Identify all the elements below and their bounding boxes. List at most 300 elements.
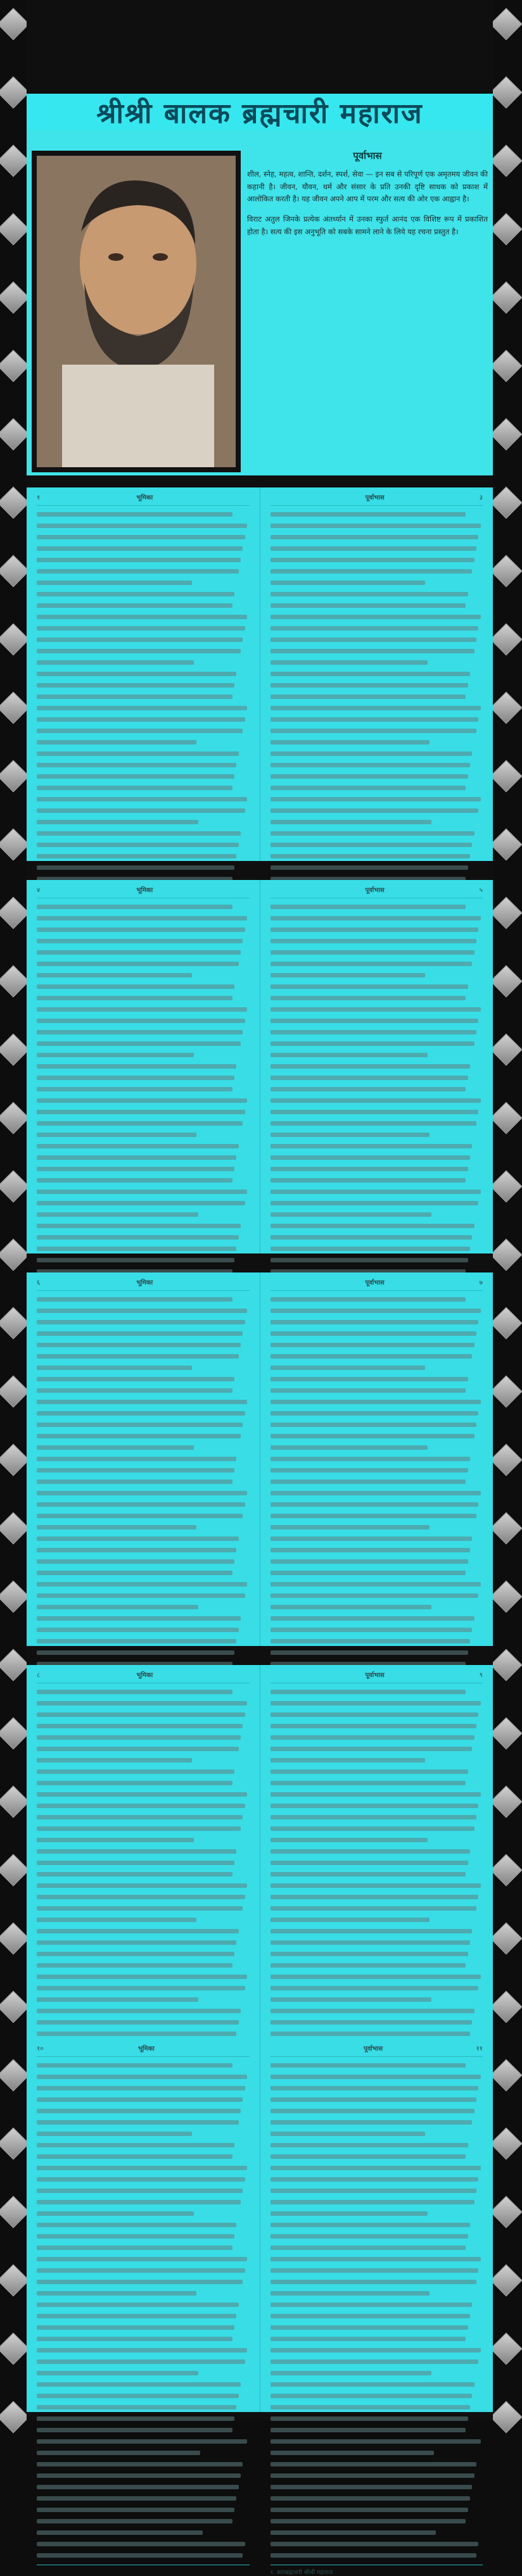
text-line — [271, 1110, 479, 1114]
text-line — [271, 2542, 479, 2546]
text-line — [271, 2189, 476, 2193]
text-line — [271, 1235, 473, 1240]
text-line — [37, 1423, 243, 1427]
text-line — [271, 1201, 479, 1205]
text-line — [37, 2189, 243, 2193]
text-line — [271, 2291, 430, 2296]
text-line — [37, 1963, 232, 1968]
rail-diamond — [490, 1718, 522, 1750]
text-line — [37, 694, 232, 699]
text-line — [37, 1758, 192, 1762]
text-line — [37, 1445, 194, 1450]
text-line — [271, 1007, 481, 1012]
rail-diamond — [490, 282, 522, 314]
text-line — [271, 1701, 481, 1706]
text-line — [271, 1986, 479, 1990]
text-line — [37, 865, 234, 870]
rail-diamond — [490, 1581, 522, 1613]
left-page — [27, 487, 260, 861]
text-line — [37, 2337, 232, 2341]
text-line — [37, 1258, 234, 1262]
rail-diamond — [490, 2333, 522, 2365]
text-line — [271, 1121, 476, 1126]
text-line — [271, 1804, 479, 1808]
text-line — [271, 706, 481, 710]
text-line — [37, 973, 192, 977]
text-line — [37, 843, 239, 847]
text-line — [271, 2120, 473, 2125]
text-line — [271, 2473, 474, 2478]
text-line — [271, 2280, 476, 2284]
rail-diamond — [490, 1307, 522, 1340]
text-line — [37, 1457, 236, 1461]
text-line — [37, 905, 232, 909]
text-line — [37, 808, 245, 813]
text-line — [37, 854, 236, 858]
text-line — [37, 649, 241, 653]
text-line — [271, 2416, 468, 2421]
text-line — [37, 1019, 245, 1023]
text-line — [271, 1548, 470, 1552]
text-line — [271, 2211, 428, 2216]
text-line — [271, 1212, 432, 1217]
text-line — [37, 786, 232, 790]
text-line — [37, 1838, 194, 1842]
text-line — [37, 1895, 245, 1899]
text-line — [271, 740, 430, 745]
text-line — [37, 1247, 236, 1251]
text-line — [271, 1872, 466, 1876]
text-line — [37, 672, 236, 676]
text-line — [271, 1502, 479, 1507]
rail-diamond — [490, 8, 522, 41]
section-title: पूर्वाभास — [353, 150, 382, 161]
text-line — [37, 1639, 236, 1643]
intro-paragraph: शील, स्नेह, महत्व, शान्ति, दर्शन, स्पर्श, सेवा — इन सब से परिपूर्ण एक अमृतमय जीवन की कहानी है। जीवन, यौवन, धर्म और संसार के प्रति उनकी दृष्टि साधक को प्रकाश में आलोकित करती है। यह जीवन अपने आप में परम और सत्य की ओर एक आह्वान है। — [247, 170, 488, 204]
rail-diamond — [0, 1307, 29, 1340]
text-line — [271, 996, 466, 1000]
text-line — [37, 2268, 245, 2273]
rail-diamond — [490, 77, 522, 109]
book-scan — [27, 0, 493, 2576]
text-line — [271, 1247, 470, 1251]
rail-diamond — [0, 692, 29, 724]
text-line — [37, 1514, 243, 1518]
rail-diamond — [0, 145, 29, 177]
text-line — [271, 1769, 468, 1774]
rail-diamond — [490, 897, 522, 929]
text-line — [271, 1030, 476, 1034]
text-line — [37, 1701, 247, 1706]
text-line — [37, 950, 241, 955]
text-line — [37, 1133, 196, 1137]
text-line — [37, 2496, 236, 2501]
text-line — [37, 638, 243, 642]
text-line — [271, 2257, 481, 2261]
text-line — [37, 2519, 232, 2523]
text-line — [37, 1007, 247, 1012]
rail-diamond — [490, 1171, 522, 1203]
text-line — [271, 1940, 470, 1945]
left-decorative-rail — [0, 0, 27, 2421]
rail-diamond — [0, 1649, 29, 1681]
text-line — [37, 1571, 232, 1575]
text-line — [37, 1861, 234, 1865]
text-line — [37, 1502, 245, 1507]
text-line — [271, 2143, 468, 2147]
page-number: ४ — [37, 887, 41, 894]
text-line — [37, 1343, 241, 1347]
text-line — [271, 2075, 481, 2079]
text-line — [271, 2032, 470, 2036]
text-line — [271, 1309, 481, 1313]
text-line — [37, 1883, 247, 1888]
right-page — [260, 880, 493, 1253]
text-line — [37, 1098, 247, 1103]
text-line — [37, 2097, 243, 2102]
text-line — [37, 1582, 247, 1586]
text-line — [37, 2132, 192, 2136]
text-line — [37, 603, 232, 608]
rail-diamond — [490, 1854, 522, 1887]
text-line — [37, 1628, 239, 1632]
rail-diamond — [0, 624, 29, 656]
text-line — [271, 1178, 466, 1183]
rail-diamond — [0, 1034, 29, 1066]
text-line — [37, 1201, 245, 1205]
text-line — [271, 905, 466, 909]
text-line — [271, 1650, 468, 1655]
text-line — [271, 1491, 481, 1495]
rail-diamond — [490, 1102, 522, 1134]
text-line — [37, 1411, 245, 1416]
text-line — [271, 1331, 476, 1336]
left-page — [27, 1272, 260, 1646]
text-line — [37, 2325, 234, 2330]
text-line — [271, 2530, 436, 2535]
text-line — [271, 2166, 481, 2170]
text-line — [37, 1030, 243, 1034]
page-number: १० — [37, 2045, 44, 2052]
text-line — [37, 2485, 239, 2489]
rail-diamond — [490, 555, 522, 587]
text-line — [271, 962, 473, 966]
text-line — [271, 1400, 481, 1404]
text-line — [37, 1212, 198, 1217]
text-line — [271, 1258, 468, 1262]
book-spread — [27, 487, 493, 861]
text-block — [37, 2063, 250, 2558]
rail-diamond — [0, 2401, 29, 2434]
text-line — [271, 1849, 470, 1854]
text-line — [37, 535, 245, 539]
text-line — [37, 797, 247, 801]
text-line — [37, 729, 243, 733]
text-line — [271, 535, 479, 539]
rail-diamond — [0, 418, 29, 451]
running-header — [271, 1278, 483, 1291]
text-line — [271, 820, 432, 824]
text-line — [37, 1167, 234, 1171]
text-line — [271, 786, 466, 790]
text-line — [271, 843, 473, 847]
rail-diamond — [490, 965, 522, 998]
text-line — [271, 2359, 479, 2364]
text-line — [37, 1309, 247, 1313]
portrait-photo — [32, 151, 241, 472]
text-line — [271, 1906, 476, 1911]
text-line — [37, 2063, 232, 2068]
rail-diamond — [490, 1239, 522, 1271]
text-line — [37, 1053, 194, 1057]
text-line — [37, 2314, 236, 2318]
rail-diamond — [490, 1649, 522, 1681]
text-line — [37, 1331, 243, 1336]
right-page — [260, 2039, 493, 2576]
text-line — [37, 1593, 245, 1598]
text-line — [37, 1491, 247, 1495]
text-line — [271, 984, 468, 989]
rail-diamond — [0, 1512, 29, 1545]
text-line — [37, 2371, 198, 2375]
text-line — [271, 2268, 479, 2273]
header-title: पूर्वाभास — [363, 2045, 383, 2052]
text-line — [271, 2508, 468, 2512]
footnote: १. बालब्रह्मचारी श्रीश्री महाराज — [271, 2565, 483, 2576]
running-header — [271, 885, 483, 898]
page-number: १ — [37, 494, 41, 501]
text-line — [271, 1190, 481, 1194]
text-line — [37, 2451, 200, 2455]
text-line — [37, 962, 239, 966]
text-line — [37, 683, 234, 688]
intro-paragraph: विराट अतुल जिनके प्रत्येक अंतर्ध्यान में उनका स्फुर्त आनंद एक विशिष्ट रूप में प्रकाशित होता है। सत्य की इस अनुभूति को सबके सामने लाने के लिये यह रचना प्रस्तुत है। — [247, 215, 488, 236]
text-line — [37, 1155, 236, 1160]
text-line — [271, 569, 473, 574]
text-line — [271, 1758, 426, 1762]
text-line — [271, 939, 476, 943]
text-line — [271, 615, 481, 619]
text-line — [271, 1559, 468, 1564]
rail-diamond — [0, 2059, 29, 2092]
text-line — [271, 2553, 476, 2558]
running-header — [271, 2044, 483, 2057]
text-line — [271, 2428, 466, 2432]
text-line — [271, 2325, 468, 2330]
text-line — [271, 2132, 426, 2136]
text-line — [271, 1536, 473, 1541]
text-line — [271, 1423, 476, 1427]
text-line — [37, 1110, 245, 1114]
rail-diamond — [0, 8, 29, 41]
text-line — [271, 1525, 430, 1530]
text-line — [37, 1297, 232, 1302]
text-line — [271, 2223, 470, 2227]
text-line — [37, 2291, 196, 2296]
left-page — [27, 1665, 260, 2039]
rail-diamond — [490, 2401, 522, 2434]
text-line — [271, 2234, 468, 2239]
header-title: पूर्वाभास — [365, 887, 385, 894]
rail-diamond — [0, 282, 29, 314]
text-line — [37, 1354, 239, 1359]
text-line — [37, 2211, 194, 2216]
text-line — [271, 1724, 476, 1728]
running-header — [271, 1670, 483, 1683]
text-line — [37, 1804, 245, 1808]
text-line — [271, 1861, 468, 1865]
text-line — [271, 1434, 474, 1438]
rail-diamond — [490, 2128, 522, 2160]
text-line — [271, 1690, 466, 1694]
text-line — [271, 2348, 481, 2353]
text-line — [271, 1144, 473, 1148]
rail-diamond — [0, 2196, 29, 2228]
rail-diamond — [490, 350, 522, 382]
text-line — [271, 2451, 434, 2455]
text-line — [271, 1019, 479, 1023]
rail-diamond — [490, 1376, 522, 1408]
text-line — [271, 694, 466, 699]
text-line — [37, 751, 239, 756]
text-line — [271, 2086, 479, 2090]
text-line — [271, 2519, 466, 2523]
rail-diamond — [0, 77, 29, 109]
text-line — [37, 2246, 232, 2250]
text-line — [271, 1388, 466, 1393]
footnote — [37, 2565, 250, 2568]
text-line — [271, 808, 479, 813]
rail-diamond — [490, 760, 522, 793]
rail-diamond — [0, 213, 29, 246]
text-line — [271, 1747, 473, 1751]
rail-diamond — [490, 213, 522, 246]
text-line — [271, 1445, 428, 1450]
right-page — [260, 487, 493, 861]
text-line — [37, 1377, 234, 1381]
rail-diamond — [0, 1854, 29, 1887]
right-page — [260, 1665, 493, 2039]
text-line — [271, 2109, 474, 2113]
text-line — [37, 2234, 234, 2239]
text-line — [37, 2428, 232, 2432]
text-line — [37, 1190, 247, 1194]
text-line — [271, 660, 428, 665]
text-line — [37, 512, 232, 517]
text-line — [271, 1571, 466, 1575]
text-line — [37, 1792, 247, 1797]
text-line — [37, 1468, 234, 1473]
rail-diamond — [490, 145, 522, 177]
text-line — [37, 2177, 245, 2182]
header-title: भूमिका — [136, 1279, 153, 1286]
text-line — [271, 2405, 470, 2410]
text-line — [271, 1377, 468, 1381]
title-banner — [27, 94, 493, 130]
text-line — [271, 1735, 474, 1740]
text-line — [37, 592, 234, 596]
text-line — [37, 1178, 232, 1183]
text-line — [37, 1064, 236, 1069]
text-line — [37, 1815, 243, 1819]
page-number: ९ — [479, 1672, 483, 1679]
text-line — [271, 1963, 466, 1968]
text-line — [271, 763, 470, 767]
text-line — [271, 1712, 479, 1717]
rail-diamond — [0, 1923, 29, 1955]
text-line — [37, 1918, 196, 1922]
text-line — [271, 512, 466, 517]
text-line — [271, 1053, 428, 1057]
text-line — [271, 1826, 474, 1831]
text-line — [37, 2462, 243, 2466]
text-line — [271, 2097, 476, 2102]
rail-diamond — [0, 2333, 29, 2365]
running-header — [271, 493, 483, 506]
page-title: श्रीश्री बालक ब्रह्मचारी महाराज — [96, 97, 423, 130]
text-line — [37, 626, 245, 631]
text-line — [37, 1076, 234, 1080]
text-line — [37, 2009, 241, 2013]
text-line — [271, 1952, 468, 1956]
text-line — [37, 1940, 236, 1945]
rail-diamond — [490, 1444, 522, 1476]
text-line — [37, 1781, 232, 1785]
rail-diamond — [0, 760, 29, 793]
intro-text — [247, 149, 488, 246]
text-line — [271, 2020, 473, 2025]
text-line — [271, 751, 473, 756]
text-line — [271, 854, 470, 858]
right-decorative-rail — [493, 0, 519, 2421]
rail-diamond — [0, 1581, 29, 1613]
text-line — [37, 1616, 241, 1621]
book-spread — [27, 2039, 493, 2576]
page-number: ५ — [479, 887, 483, 894]
book-spread — [27, 1272, 493, 1646]
rail-diamond — [490, 829, 522, 861]
text-line — [37, 660, 194, 665]
text-line — [271, 1366, 426, 1370]
rail-diamond — [490, 418, 522, 451]
text-line — [271, 1076, 468, 1080]
text-line — [271, 2063, 466, 2068]
text-line — [271, 2009, 474, 2013]
text-line — [271, 1628, 473, 1632]
text-line — [271, 2371, 432, 2375]
text-line — [37, 1747, 239, 1751]
text-line — [37, 2257, 247, 2261]
text-line — [37, 2120, 239, 2125]
rail-diamond — [0, 1786, 29, 1818]
text-line — [271, 1929, 473, 1933]
text-line — [37, 1525, 196, 1530]
text-line — [271, 831, 474, 836]
text-line — [37, 615, 247, 619]
text-line — [271, 1343, 474, 1347]
text-line — [37, 1366, 192, 1370]
text-line — [37, 1690, 232, 1694]
text-line — [37, 546, 243, 551]
text-line — [271, 1155, 470, 1160]
text-line — [271, 2462, 476, 2466]
text-line — [37, 1929, 239, 1933]
text-line — [271, 950, 474, 955]
text-line — [271, 1133, 430, 1137]
text-line — [37, 939, 243, 943]
text-line — [271, 1411, 479, 1416]
text-line — [37, 2530, 203, 2535]
